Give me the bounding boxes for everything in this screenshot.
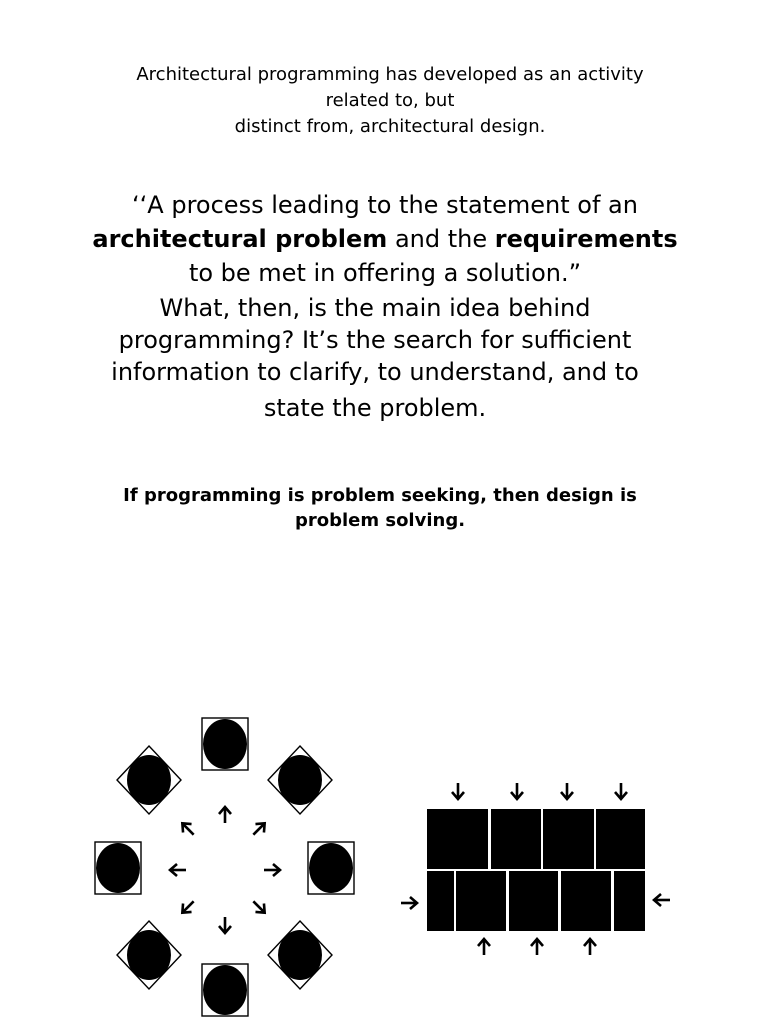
intro-line-1: Architectural programming has developed as an activity [136,64,644,85]
quote-bold-architectural-problem: architectural problem [92,225,388,253]
arrow-icon [654,894,670,906]
question-line-3: information to clarify, to understand, and to [111,358,639,386]
intro-line-2: related to, but [325,90,455,111]
arrow-icon [615,783,627,799]
arrow-icon [511,783,523,799]
arrow-icon [401,897,417,909]
quote-line-1: ‘‘A process leading to the statement of an [132,191,638,219]
quote-connector: and the [387,225,495,253]
intro-line-3: distinct from, architectural design. [234,116,546,137]
arrow-icon [531,939,543,955]
arrow-icon [452,783,464,799]
arrow-icon [478,939,490,955]
arrow-icon [584,939,596,955]
question-line-2: programming? It’s the search for sufficient [118,326,632,354]
brick-block-icon [427,809,645,931]
conclusion-line-1: If programming is problem seeking, then design is [123,485,637,506]
question-line-4: state the problem. [263,394,487,422]
question-line-1: What, then, is the main idea behind [159,294,591,322]
arrow-icon [561,783,573,799]
conclusion-line-2: problem solving. [294,510,466,531]
quote-line-3: to be met in offering a solution.” [188,259,582,287]
quote-bold-requirements: requirements [494,225,678,253]
